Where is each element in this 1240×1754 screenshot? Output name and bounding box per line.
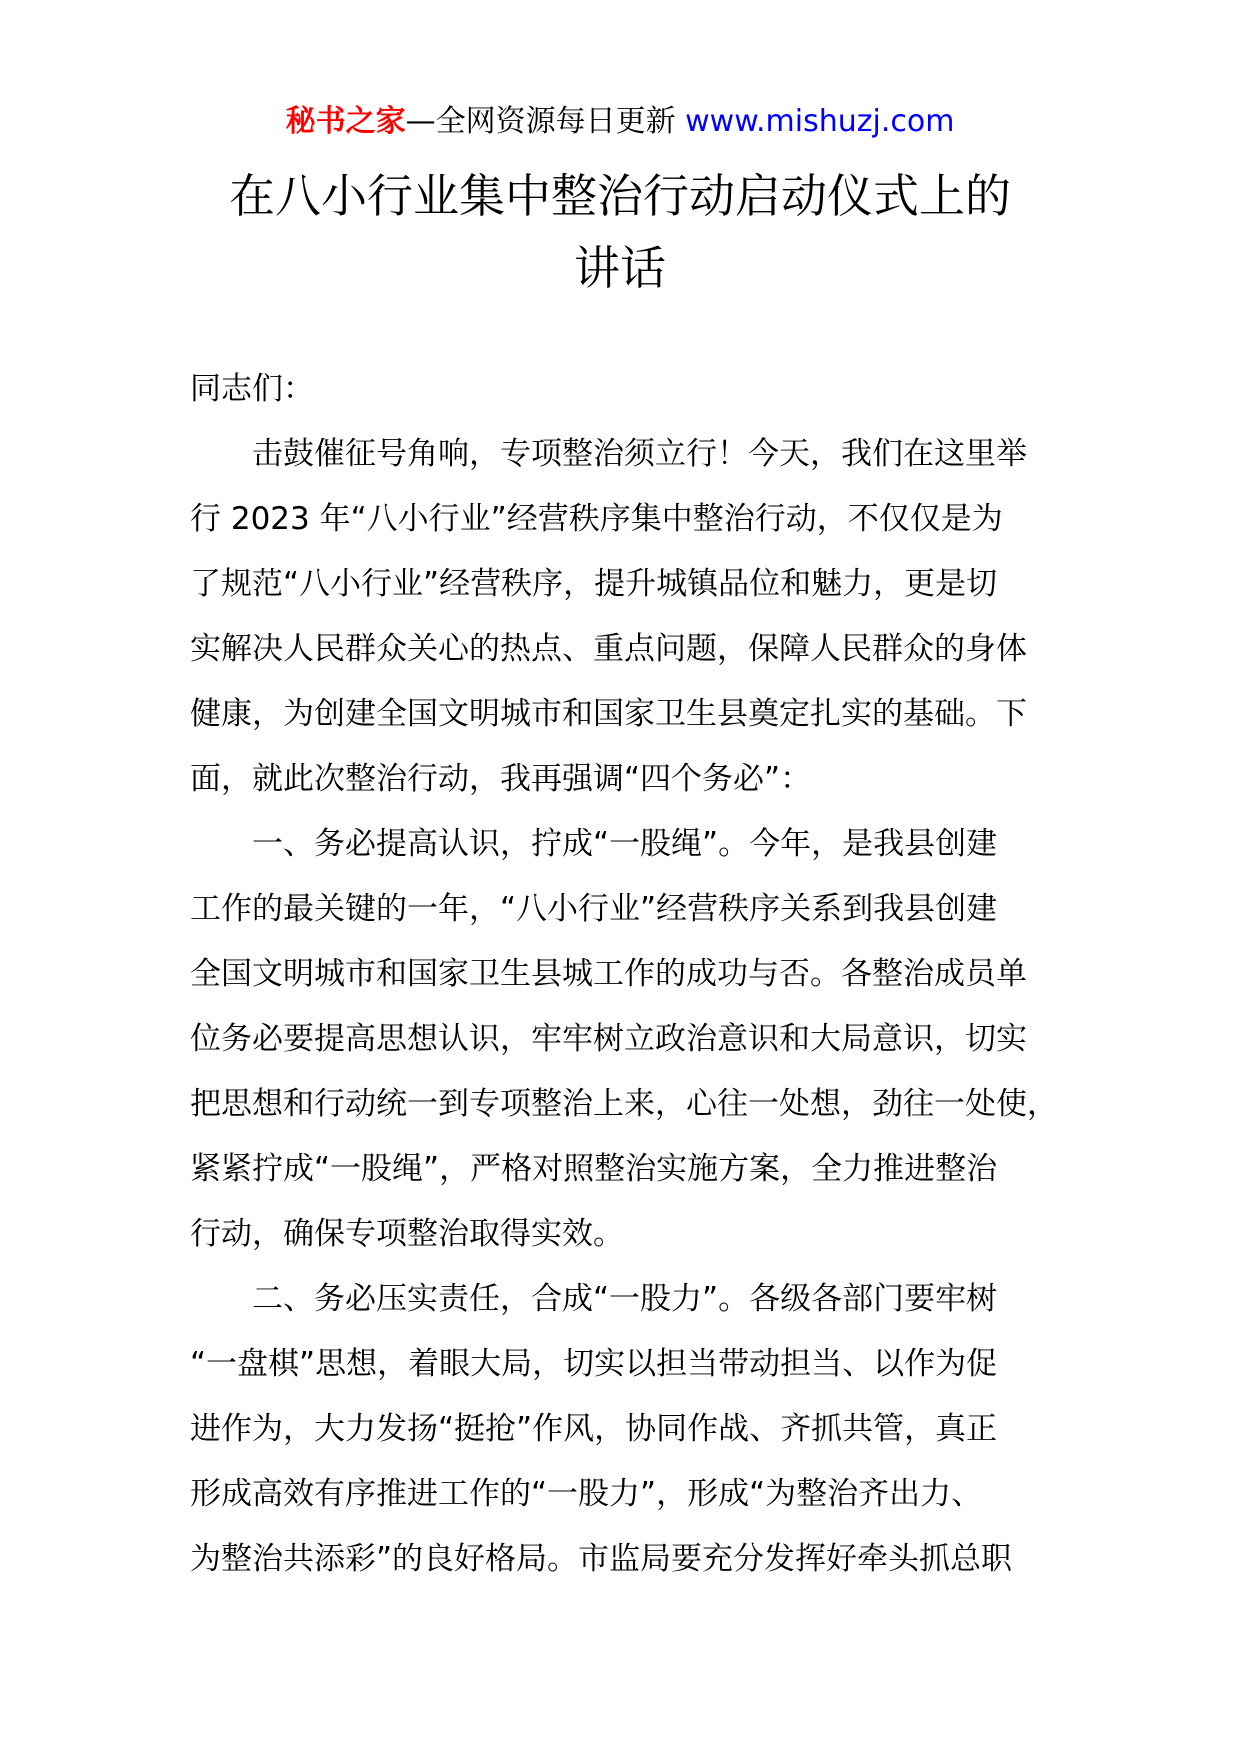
body-line: 击鼓催征号角响，专项整治须立行！今天，我们在这里举 (252, 436, 1027, 472)
brand-name: 秘书之家 (285, 104, 406, 139)
body-line: 了规范“八小行业”经营秩序，提升城镇品位和魅力，更是切 (190, 566, 998, 602)
body-line: 行动，确保专项整治取得实效。 (190, 1216, 624, 1252)
section-heading-line: 二、务必压实责任，合成“一股力”。各级各部门要牢树 (252, 1281, 998, 1317)
body-line: 为整治共添彩”的良好格局。市监局要充分发挥好牵头抓总职 (190, 1541, 1013, 1577)
body-line: 面，就此次整治行动，我再强调“四个务必”： (190, 761, 812, 797)
body-line: 工作的最关键的一年，“八小行业”经营秩序关系到我县创建 (190, 891, 998, 927)
body-line: 紧紧拧成“一股绳”，严格对照整治实施方案，全力推进整治 (190, 1151, 998, 1187)
salutation: 同志们： (190, 371, 314, 407)
body-line: 进作为，大力发扬“挺抢”作风，协同作战、齐抓共管，真正 (190, 1411, 998, 1447)
body-line: “一盘棋”思想，着眼大局，切实以担当带动担当、以作为促 (190, 1346, 998, 1382)
title-line-1: 在八小行业集中整治行动启动仪式上的 (229, 169, 1011, 223)
body-line: 位务必要提高思想认识，牢牢树立政治意识和大局意识，切实 (190, 1021, 1027, 1057)
body-line: 形成高效有序推进工作的“一股力”，形成“为整治齐出力、 (190, 1476, 983, 1512)
body-line: 全国文明城市和国家卫生县城工作的成功与否。各整治成员单 (190, 956, 1027, 992)
body-line: 把思想和行动统一到专项整治上来，心往一处想，劲往一处使， (190, 1086, 1058, 1122)
body-line: 健康，为创建全国文明城市和国家卫生县奠定扎实的基础。下 (190, 696, 1027, 732)
body-line: 实解决人民群众关心的热点、重点问题，保障人民群众的身体 (190, 631, 1027, 667)
body-line: 行 2023 年“八小行业”经营秩序集中整治行动，不仅仅是为 (190, 501, 1003, 537)
document-title (160, 160, 1080, 304)
header-tagline: —全网资源每日更新 (405, 104, 686, 139)
speech-body (190, 357, 1070, 1592)
section-heading-line: 一、务必提高认识，拧成“一股绳”。今年，是我县创建 (252, 826, 998, 862)
site-url-link[interactable]: www.mishuzj.com (685, 104, 955, 139)
site-header (0, 100, 1240, 144)
title-line-2: 讲话 (574, 241, 666, 295)
